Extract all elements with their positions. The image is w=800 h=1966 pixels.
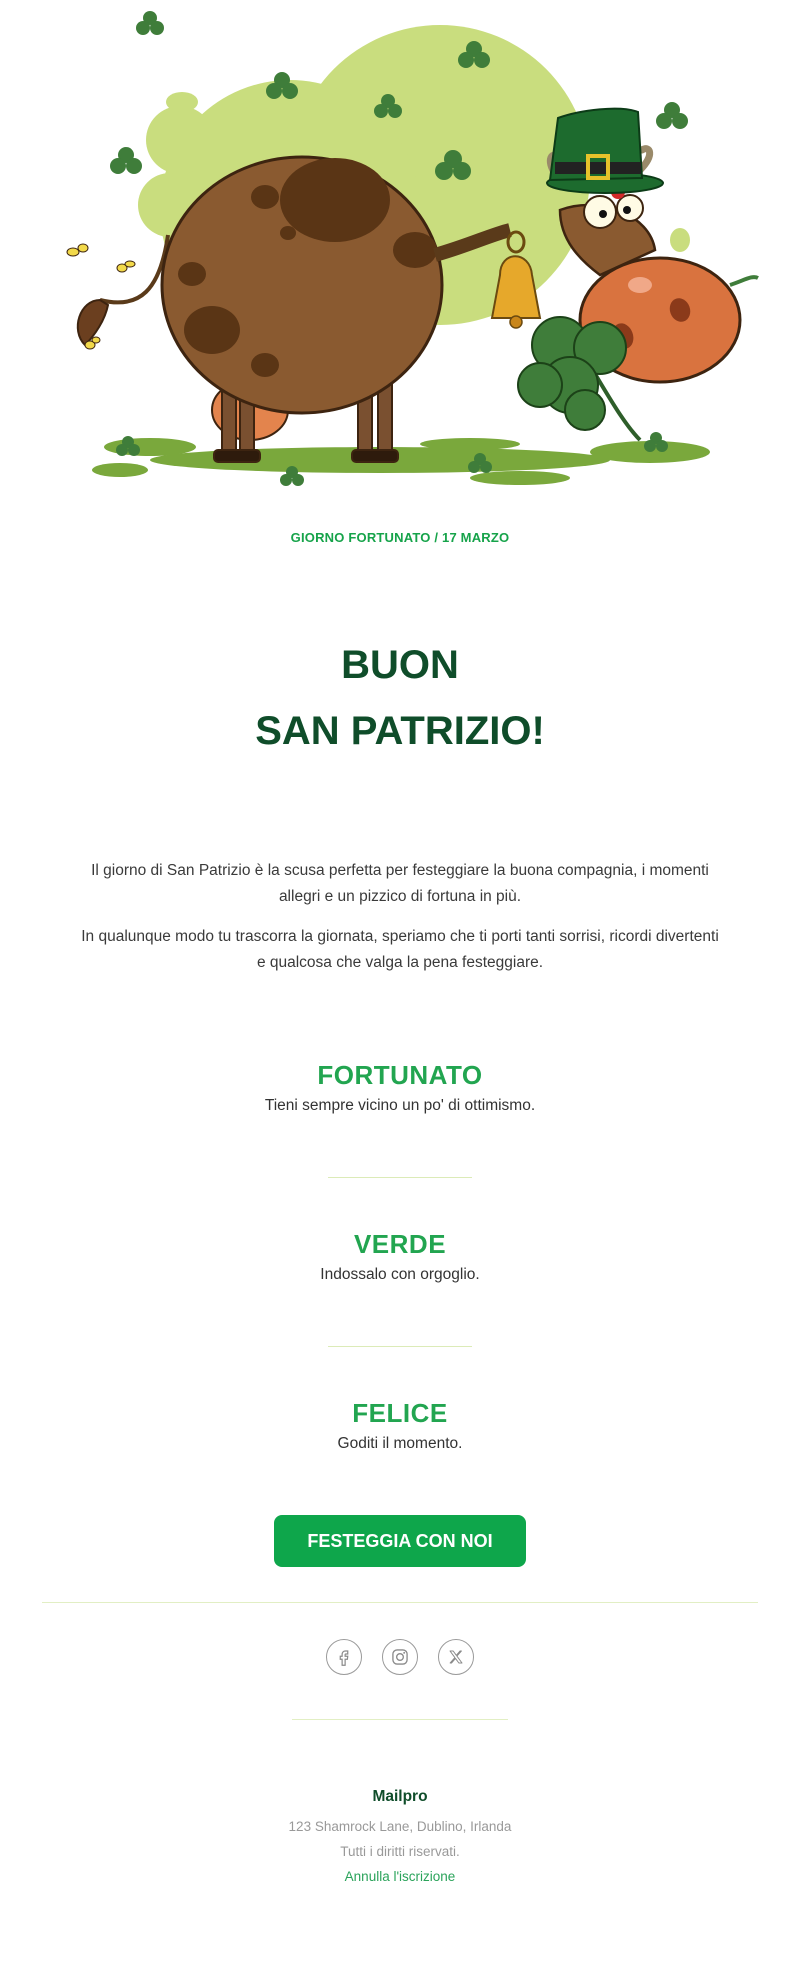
feature-verde xyxy=(0,1229,800,1284)
x-link[interactable] xyxy=(438,1639,474,1675)
facebook-link[interactable] xyxy=(326,1639,362,1675)
intro-paragraph-2: In qualunque modo tu trascorra la giornata, speriamo che ti porti tanti sorrisi, ricordi divertenti e qualcosa che valga la pena festeggiare. xyxy=(81,928,719,971)
feature-title: VERDE xyxy=(353,1229,447,1259)
cow-tail xyxy=(78,235,168,345)
feature-title: FELICE xyxy=(352,1398,448,1428)
feature-fortunato xyxy=(0,1060,800,1115)
intro-paragraph-1: Il giorno di San Patrizio è la scusa perfetta per festeggiare la buona compagnia, i momenti allegri e un pizzico di fortuna in più. xyxy=(91,862,709,905)
feature-text: Goditi il momento. xyxy=(337,1435,463,1452)
intro-text xyxy=(80,858,720,990)
large-shamrock xyxy=(518,317,640,440)
feature-title: FORTUNATO xyxy=(317,1060,483,1090)
footer-divider xyxy=(42,1602,758,1603)
footer-divider-short xyxy=(292,1719,508,1720)
divider xyxy=(328,1346,472,1347)
divider xyxy=(328,1177,472,1178)
social-links xyxy=(0,1639,800,1675)
flies xyxy=(67,244,135,349)
eyebrow-date: GIORNO FORTUNATO / 17 MARZO xyxy=(290,530,510,545)
unsubscribe-link[interactable]: Annulla l'iscrizione xyxy=(344,1869,456,1884)
grass xyxy=(92,438,710,485)
feature-felice xyxy=(0,1398,800,1453)
instagram-icon xyxy=(390,1647,410,1667)
page-title xyxy=(0,632,800,764)
title-line-2: SAN PATRIZIO! xyxy=(255,709,545,753)
title-line-1: BUON xyxy=(341,643,459,687)
footer-brand: Mailpro xyxy=(372,1788,428,1805)
x-icon xyxy=(447,1648,465,1666)
facebook-icon xyxy=(335,1648,353,1666)
cta-button[interactable]: FESTEGGIA CON NOI xyxy=(274,1515,526,1567)
footer xyxy=(0,1788,800,1889)
instagram-link[interactable] xyxy=(382,1639,418,1675)
footer-rights: Tutti i diritti riservati. xyxy=(340,1844,460,1859)
footer-address: 123 Shamrock Lane, Dublino, Irlanda xyxy=(288,1819,512,1834)
feature-text: Indossalo con orgoglio. xyxy=(320,1266,480,1283)
hero-illustration xyxy=(40,0,760,500)
feature-text: Tieni sempre vicino un po' di ottimismo. xyxy=(264,1097,536,1114)
cow-body xyxy=(162,157,442,413)
